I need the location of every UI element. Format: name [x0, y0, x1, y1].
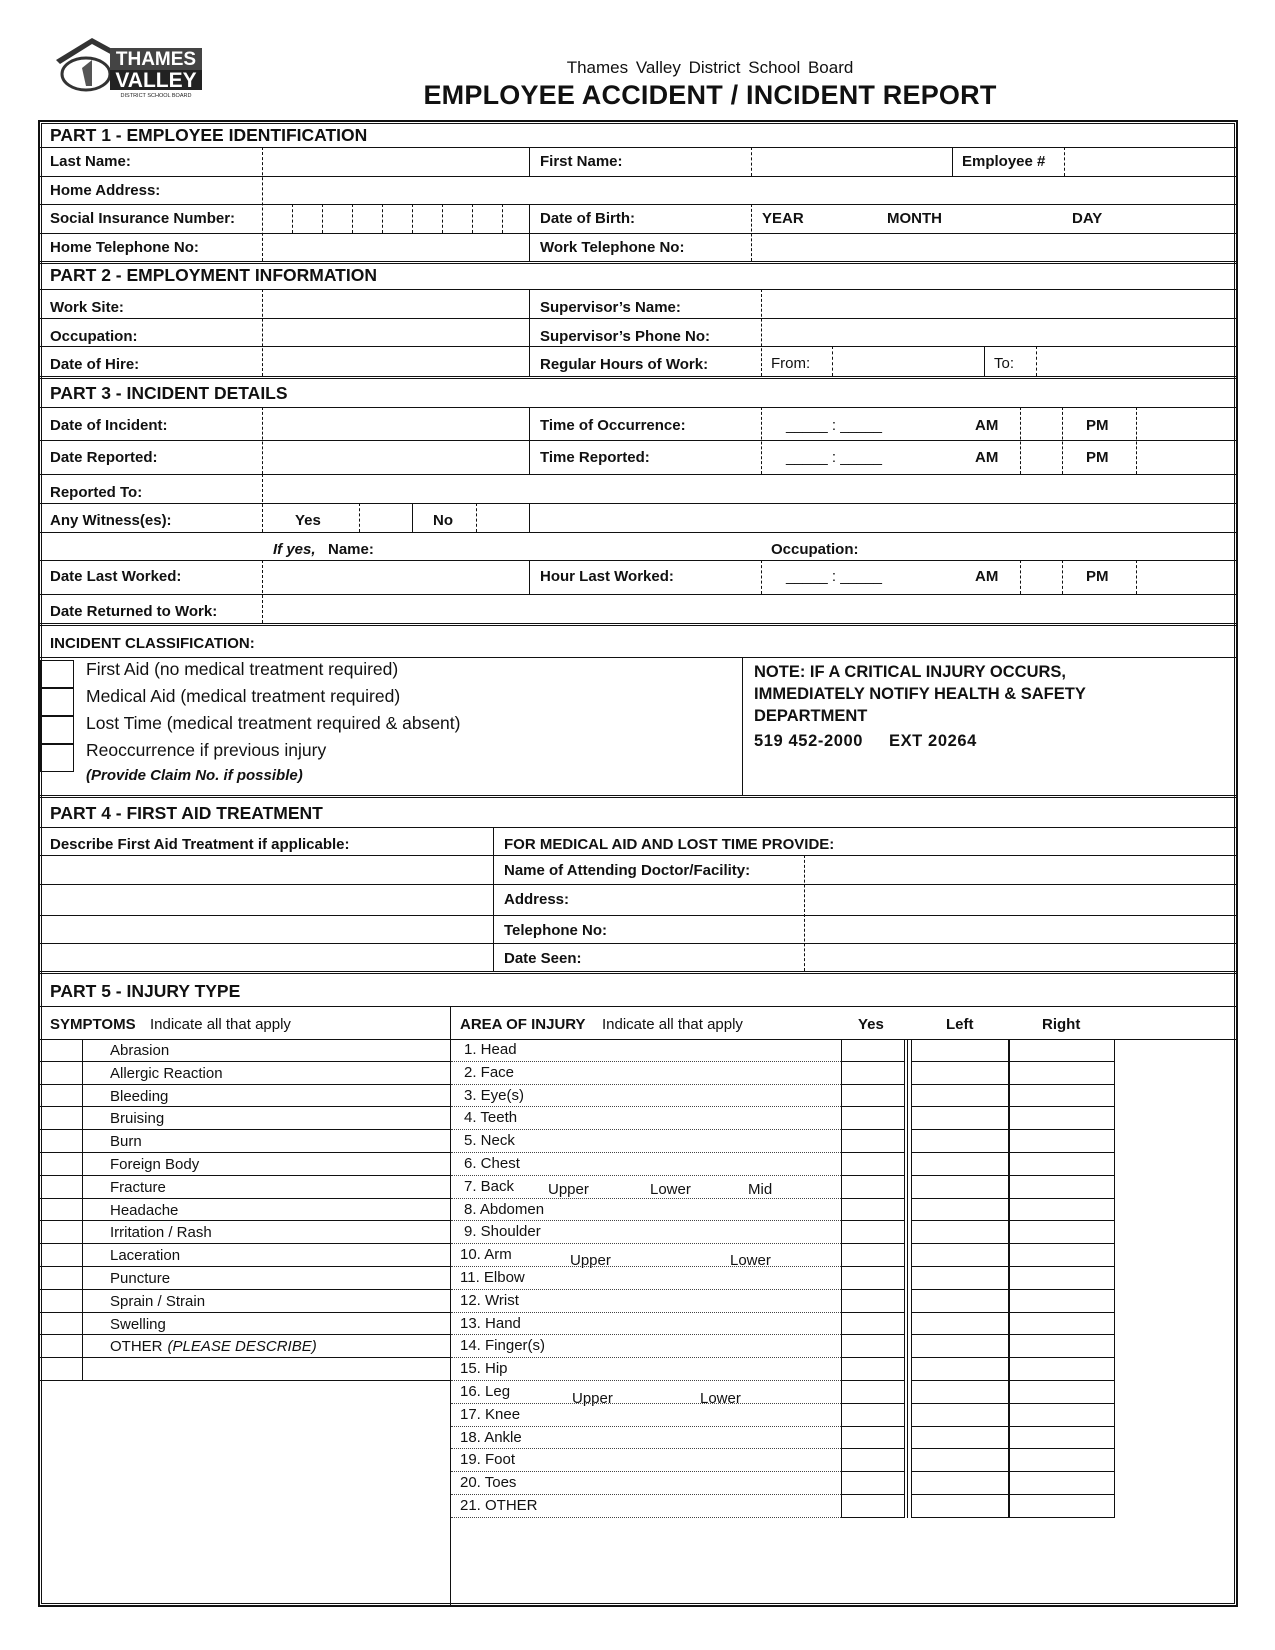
injury-area-label: 14. Finger(s)	[460, 1337, 546, 1355]
symptom-checkbox[interactable]	[40, 1062, 83, 1084]
date-reported-label: Date Reported:	[50, 449, 158, 466]
injury-area-row	[451, 1130, 1238, 1153]
symptom-label: Headache	[110, 1201, 179, 1219]
supervisor-phone-field[interactable]	[763, 320, 1233, 345]
injury-left-checkbox[interactable]	[911, 1221, 1009, 1244]
injury-area-row	[451, 1404, 1238, 1427]
reported-pm-checkbox[interactable]	[1138, 442, 1233, 473]
logo-text-thames: THAMES	[115, 49, 197, 70]
witness-yes-checkbox[interactable]	[361, 505, 411, 531]
last-worked-am-label: AM	[975, 568, 999, 585]
witness-occupation-label: Occupation:	[771, 541, 859, 558]
symptom-label: Bruising	[110, 1110, 165, 1128]
injury-yes-checkbox[interactable]	[841, 1085, 905, 1108]
injury-yes-checkbox[interactable]	[841, 1267, 905, 1290]
first-name-field[interactable]	[753, 149, 951, 175]
injury-area-row	[451, 1039, 1238, 1062]
injury-left-checkbox[interactable]	[911, 1404, 1009, 1427]
time-reported-blank[interactable]: _____ : _____	[786, 449, 882, 466]
symptom-checkbox[interactable]	[40, 1153, 83, 1175]
home-phone-field[interactable]	[264, 235, 528, 260]
injury-left-checkbox[interactable]	[911, 1427, 1009, 1450]
dob-year-label: YEAR	[762, 210, 804, 227]
symptom-row	[40, 1313, 450, 1336]
injury-left-checkbox[interactable]	[911, 1039, 1009, 1062]
occupation-label: Occupation:	[50, 328, 138, 345]
injury-left-checkbox[interactable]	[911, 1130, 1009, 1153]
symptom-label: Puncture	[110, 1270, 171, 1287]
injury-right-checkbox[interactable]	[1009, 1358, 1115, 1381]
leg-upper-label: Upper	[572, 1390, 613, 1407]
symptom-row	[40, 1130, 450, 1153]
back-mid-label: Mid	[748, 1181, 773, 1198]
injury-yes-checkbox[interactable]	[841, 1404, 905, 1427]
part4-title: PART 4 - FIRST AID TREATMENT	[50, 803, 323, 823]
symptom-label: Fracture	[110, 1178, 166, 1196]
dob-day-label: DAY	[1072, 210, 1103, 227]
supervisor-phone-label: Supervisor’s Phone No:	[540, 328, 711, 345]
injury-area-row	[451, 1381, 1238, 1404]
witness-name-label: Name:	[328, 541, 374, 558]
injury-area-label: 4. Teeth	[464, 1109, 518, 1127]
back-lower-label: Lower	[650, 1181, 691, 1198]
injury-area-row	[451, 1335, 1238, 1358]
occupation-field[interactable]	[264, 320, 528, 345]
injury-yes-checkbox[interactable]	[841, 1449, 905, 1472]
injury-left-checkbox[interactable]	[911, 1267, 1009, 1290]
back-upper-label: Upper	[548, 1181, 589, 1198]
injury-area-row	[451, 1427, 1238, 1450]
home-phone-label: Home Telephone No:	[50, 239, 199, 256]
symptom-label: Irritation / Rash	[110, 1224, 212, 1242]
work-phone-field[interactable]	[753, 235, 1233, 260]
symptom-other-label	[110, 1338, 317, 1356]
injury-yes-checkbox[interactable]	[841, 1062, 905, 1085]
symptom-other-text: OTHER	[110, 1338, 163, 1356]
injury-right-checkbox[interactable]	[1009, 1335, 1115, 1358]
injury-area-label: 7. Back	[464, 1177, 515, 1195]
date-of-incident-field[interactable]	[264, 409, 528, 439]
classification-medical-aid: Medical Aid (medical treatment required)	[86, 686, 401, 706]
critical-injury-note-line3: DEPARTMENT	[754, 707, 868, 725]
injury-area-row	[451, 1358, 1238, 1381]
injury-yes-checkbox[interactable]	[841, 1199, 905, 1222]
injury-yes-checkbox[interactable]	[841, 1176, 905, 1199]
symptom-row	[40, 1199, 450, 1222]
injury-yes-checkbox[interactable]	[841, 1427, 905, 1450]
injury-right-checkbox[interactable]	[1009, 1404, 1115, 1427]
injury-area-row	[451, 1472, 1238, 1495]
time-reported-label: Time Reported:	[540, 449, 650, 466]
symptom-checkbox[interactable]	[40, 1267, 83, 1289]
symptom-checkbox[interactable]	[40, 1039, 83, 1061]
injury-area-row	[451, 1221, 1238, 1244]
injury-left-checkbox[interactable]	[911, 1290, 1009, 1313]
symptom-row	[40, 1176, 450, 1199]
injury-left-checkbox[interactable]	[911, 1381, 1009, 1404]
symptom-checkbox[interactable]	[40, 1335, 83, 1357]
injury-area-row	[451, 1313, 1238, 1336]
injury-area-label: 6. Chest	[464, 1155, 520, 1172]
injury-right-checkbox[interactable]	[1009, 1244, 1115, 1267]
injury-yes-checkbox[interactable]	[841, 1221, 905, 1244]
medical-aid-header: FOR MEDICAL AID AND LOST TIME PROVIDE:	[504, 836, 835, 853]
symptom-label: Swelling	[110, 1315, 166, 1333]
logo-text-board: DISTRICT SCHOOL BOARD	[120, 93, 192, 99]
hours-to-field[interactable]	[1038, 348, 1233, 375]
symptom-checkbox[interactable]	[40, 1244, 83, 1266]
symptom-row	[40, 1062, 450, 1085]
symptom-checkbox[interactable]	[40, 1107, 83, 1129]
claim-number-note: (Provide Claim No. if possible)	[86, 767, 303, 784]
injury-right-checkbox[interactable]	[1009, 1062, 1115, 1085]
witness-yes-label: Yes	[295, 512, 321, 529]
symptom-checkbox[interactable]	[40, 1290, 83, 1312]
injury-yes-checkbox[interactable]	[841, 1039, 905, 1062]
injury-yes-checkbox[interactable]	[841, 1358, 905, 1381]
symptom-checkbox[interactable]	[40, 1199, 83, 1221]
critical-injury-note-line1: NOTE: IF A CRITICAL INJURY OCCURS,	[754, 663, 1066, 681]
witness-label: Any Witness(es):	[50, 512, 172, 529]
injury-right-checkbox[interactable]	[1009, 1153, 1115, 1176]
injury-area-label: 15. Hip	[460, 1360, 508, 1378]
supervisor-name-field[interactable]	[763, 291, 1233, 317]
injury-yes-checkbox[interactable]	[841, 1290, 905, 1313]
arm-lower-label: Lower	[730, 1252, 771, 1269]
injury-area-label: 1. Head	[464, 1041, 517, 1058]
injury-area-row	[451, 1153, 1238, 1176]
injury-area-label: 13. Hand	[460, 1314, 521, 1332]
doctor-address-field[interactable]	[806, 886, 1234, 914]
report-form	[38, 120, 1238, 1607]
hours-to-label: To:	[994, 355, 1015, 372]
classification-lost-time: Lost Time (medical treatment required & absent)	[86, 713, 461, 733]
arm-upper-label: Upper	[570, 1252, 611, 1269]
injury-left-checkbox[interactable]	[911, 1153, 1009, 1176]
home-address-label: Home Address:	[50, 182, 161, 199]
occurrence-am-label: AM	[975, 417, 999, 434]
reported-to-field[interactable]	[264, 476, 1234, 502]
part1-title: PART 1 - EMPLOYEE IDENTIFICATION	[50, 125, 368, 145]
injury-left-checkbox[interactable]	[911, 1449, 1009, 1472]
injury-area-label: 3. Eye(s)	[464, 1086, 525, 1104]
injury-right-checkbox[interactable]	[1009, 1472, 1115, 1495]
organization-name: Thames Valley District School Board	[566, 58, 854, 77]
supervisor-name-label: Supervisor’s Name:	[540, 299, 681, 316]
injury-yes-checkbox[interactable]	[841, 1130, 905, 1153]
symptom-row	[40, 1290, 450, 1313]
injury-area-row	[451, 1107, 1238, 1130]
injury-right-checkbox[interactable]	[1009, 1130, 1115, 1153]
first-aid-description-field[interactable]	[42, 857, 492, 970]
logo-text-valley: VALLEY	[115, 69, 197, 92]
work-phone-label: Work Telephone No:	[540, 239, 685, 256]
witness-occupation-field[interactable]	[870, 534, 1233, 559]
injury-right-checkbox[interactable]	[1009, 1427, 1115, 1450]
column-right-label: Right	[1042, 1016, 1081, 1033]
injury-left-checkbox[interactable]	[911, 1085, 1009, 1108]
last-worked-pm-checkbox[interactable]	[1138, 562, 1233, 593]
injury-right-checkbox[interactable]	[1009, 1290, 1115, 1313]
health-safety-phone: 519 452-2000 EXT 20264	[754, 732, 977, 750]
injury-yes-checkbox[interactable]	[841, 1335, 905, 1358]
witness-no-checkbox[interactable]	[478, 505, 528, 531]
injury-left-checkbox[interactable]	[911, 1472, 1009, 1495]
date-seen-field[interactable]	[806, 945, 1234, 970]
doctor-phone-label: Telephone No:	[504, 922, 608, 939]
injury-area-label: 18. Ankle	[460, 1428, 522, 1446]
leg-lower-label: Lower	[700, 1390, 741, 1407]
reported-am-label: AM	[975, 449, 999, 466]
injury-right-checkbox[interactable]	[1009, 1381, 1115, 1404]
injury-area-label: 12. Wrist	[460, 1291, 519, 1309]
classification-title: INCIDENT CLASSIFICATION:	[50, 635, 255, 652]
injury-yes-checkbox[interactable]	[841, 1313, 905, 1336]
doctor-address-label: Address:	[504, 891, 570, 908]
injury-yes-checkbox[interactable]	[841, 1381, 905, 1404]
injury-area-label: 9. Shoulder	[464, 1223, 541, 1241]
symptom-checkbox[interactable]	[40, 1085, 83, 1107]
work-site-label: Work Site:	[50, 299, 124, 316]
time-of-occurrence-blank[interactable]: _____ : _____	[786, 417, 882, 434]
classification-reoccurrence: Reoccurrence if previous injury	[86, 740, 327, 760]
symptom-row	[40, 1221, 450, 1244]
injury-right-checkbox[interactable]	[1009, 1267, 1115, 1290]
injury-area-label: 8. Abdomen	[464, 1200, 545, 1218]
symptom-row	[40, 1153, 450, 1176]
reported-am-checkbox[interactable]	[1022, 442, 1061, 473]
doctor-field[interactable]	[806, 857, 1234, 883]
injury-yes-checkbox[interactable]	[841, 1153, 905, 1176]
injury-left-checkbox[interactable]	[911, 1335, 1009, 1358]
describe-first-aid-label: Describe First Aid Treatment if applicable:	[50, 836, 350, 853]
injury-right-checkbox[interactable]	[1009, 1313, 1115, 1336]
injury-left-checkbox[interactable]	[911, 1313, 1009, 1336]
symptom-row	[40, 1335, 450, 1358]
date-returned-label: Date Returned to Work:	[50, 603, 218, 620]
lost-time-checkbox[interactable]	[40, 716, 74, 744]
symptom-other-hint: (PLEASE DESCRIBE)	[167, 1338, 317, 1356]
injury-area-row	[451, 1495, 1238, 1518]
injury-area-row	[451, 1062, 1238, 1085]
last-name-field[interactable]	[264, 149, 528, 175]
symptom-label: Laceration	[110, 1247, 181, 1265]
if-yes-label: If yes,	[273, 541, 316, 558]
symptom-label: Burn	[110, 1133, 142, 1151]
injury-right-checkbox[interactable]	[1009, 1107, 1115, 1130]
last-worked-pm-label: PM	[1086, 568, 1109, 585]
dob-label: Date of Birth:	[540, 210, 635, 227]
injury-area-label: 17. Knee	[460, 1405, 521, 1423]
symptom-row	[40, 1267, 450, 1290]
injury-area-label: 11. Elbow	[460, 1269, 525, 1286]
dob-month-label: MONTH	[887, 210, 942, 227]
time-of-occurrence-label: Time of Occurrence:	[540, 417, 686, 434]
occurrence-am-checkbox[interactable]	[1022, 409, 1061, 439]
sin-field[interactable]	[264, 206, 528, 232]
first-name-label: First Name:	[540, 153, 623, 170]
doctor-phone-field[interactable]	[806, 917, 1234, 942]
injury-area-label: 16. Leg	[460, 1383, 511, 1400]
injury-left-checkbox[interactable]	[911, 1495, 1009, 1518]
reported-to-label: Reported To:	[50, 484, 143, 501]
injury-area-row	[451, 1267, 1238, 1290]
regular-hours-label: Regular Hours of Work:	[540, 356, 709, 373]
injury-area-label: 19. Foot	[460, 1451, 516, 1469]
critical-injury-note-line2: IMMEDIATELY NOTIFY HEALTH & SAFETY	[754, 685, 1086, 703]
tvdsb-logo	[52, 34, 207, 102]
symptom-label: Abrasion	[110, 1042, 170, 1059]
date-of-incident-label: Date of Incident:	[50, 417, 168, 434]
injury-right-checkbox[interactable]	[1009, 1199, 1115, 1222]
column-yes-label: Yes	[858, 1016, 884, 1033]
sin-label: Social Insurance Number:	[50, 210, 236, 227]
injury-left-checkbox[interactable]	[911, 1358, 1009, 1381]
symptom-label: Foreign Body	[110, 1156, 200, 1173]
first-aid-checkbox[interactable]	[40, 660, 74, 688]
hours-from-label: From:	[771, 355, 811, 372]
employee-number-label: Employee #	[962, 153, 1046, 170]
symptom-checkbox[interactable]	[40, 1358, 83, 1380]
symptom-checkbox[interactable]	[40, 1313, 83, 1335]
symptoms-hint: Indicate all that apply	[150, 1016, 291, 1033]
part3-title: PART 3 - INCIDENT DETAILS	[50, 383, 288, 403]
injury-area-label: 21. OTHER	[460, 1497, 538, 1514]
symptom-other-field[interactable]	[84, 1358, 450, 1380]
hour-last-worked-blank[interactable]: _____ : _____	[786, 568, 882, 585]
classification-first-aid: First Aid (no medical treatment required)	[86, 659, 399, 679]
date-of-hire-label: Date of Hire:	[50, 356, 140, 373]
injury-area-label: 20. Toes	[460, 1474, 517, 1492]
injury-left-checkbox[interactable]	[911, 1244, 1009, 1267]
injury-area-row	[451, 1449, 1238, 1472]
date-reported-field[interactable]	[264, 442, 528, 473]
symptom-row	[40, 1085, 450, 1108]
symptoms-label: SYMPTOMS	[50, 1016, 136, 1033]
injury-yes-checkbox[interactable]	[841, 1244, 905, 1267]
injury-right-checkbox[interactable]	[1009, 1085, 1115, 1108]
witness-name-field[interactable]	[380, 534, 760, 559]
hours-from-field[interactable]	[834, 348, 983, 375]
injury-right-checkbox[interactable]	[1009, 1039, 1115, 1062]
symptom-label: Sprain / Strain	[110, 1292, 206, 1310]
occurrence-pm-checkbox[interactable]	[1138, 409, 1233, 439]
injury-right-checkbox[interactable]	[1009, 1495, 1115, 1518]
last-name-label: Last Name:	[50, 153, 131, 170]
symptom-label: Bleeding	[110, 1087, 169, 1105]
injury-area-row	[451, 1290, 1238, 1313]
column-left-label: Left	[946, 1016, 974, 1033]
symptom-checkbox[interactable]	[40, 1221, 83, 1243]
occurrence-pm-label: PM	[1086, 417, 1109, 434]
date-last-worked-field[interactable]	[264, 562, 528, 593]
witness-no-label: No	[433, 512, 453, 529]
area-of-injury-hint: Indicate all that apply	[602, 1016, 743, 1033]
injury-left-checkbox[interactable]	[911, 1199, 1009, 1222]
symptom-row	[40, 1107, 450, 1130]
employee-number-field[interactable]	[1066, 149, 1236, 175]
injury-left-checkbox[interactable]	[911, 1062, 1009, 1085]
part5-title: PART 5 - INJURY TYPE	[50, 981, 241, 1001]
symptom-checkbox[interactable]	[40, 1176, 83, 1198]
area-of-injury-label: AREA OF INJURY	[460, 1016, 586, 1033]
injury-left-checkbox[interactable]	[911, 1107, 1009, 1130]
injury-yes-checkbox[interactable]	[841, 1107, 905, 1130]
date-last-worked-label: Date Last Worked:	[50, 568, 182, 585]
part2-title: PART 2 - EMPLOYMENT INFORMATION	[50, 265, 377, 285]
injury-area-row	[451, 1199, 1238, 1222]
date-seen-label: Date Seen:	[504, 950, 582, 967]
date-of-hire-field[interactable]	[264, 348, 528, 375]
home-address-field[interactable]	[264, 178, 1234, 203]
injury-area-row	[451, 1085, 1238, 1108]
symptom-row	[40, 1358, 450, 1381]
date-returned-field[interactable]	[264, 596, 1234, 622]
doctor-label: Name of Attending Doctor/Facility:	[504, 862, 751, 879]
injury-yes-checkbox[interactable]	[841, 1495, 905, 1518]
injury-right-checkbox[interactable]	[1009, 1449, 1115, 1472]
injury-right-checkbox[interactable]	[1009, 1221, 1115, 1244]
hour-last-worked-label: Hour Last Worked:	[540, 568, 674, 585]
medical-aid-checkbox[interactable]	[40, 688, 74, 716]
reported-pm-label: PM	[1086, 449, 1109, 466]
injury-area-label: 10. Arm	[460, 1246, 512, 1264]
injury-area-label: 5. Neck	[464, 1132, 515, 1150]
symptom-row	[40, 1039, 450, 1062]
injury-right-checkbox[interactable]	[1009, 1176, 1115, 1199]
injury-yes-checkbox[interactable]	[841, 1472, 905, 1495]
symptom-label: Allergic Reaction	[110, 1064, 223, 1082]
page-title: EMPLOYEE ACCIDENT / INCIDENT REPORT	[423, 80, 997, 110]
last-worked-am-checkbox[interactable]	[1022, 562, 1061, 593]
work-site-field[interactable]	[264, 291, 528, 317]
symptom-row	[40, 1244, 450, 1267]
reoccurrence-checkbox[interactable]	[40, 744, 74, 772]
injury-area-label: 2. Face	[464, 1063, 515, 1081]
injury-left-checkbox[interactable]	[911, 1176, 1009, 1199]
symptom-checkbox[interactable]	[40, 1130, 83, 1152]
